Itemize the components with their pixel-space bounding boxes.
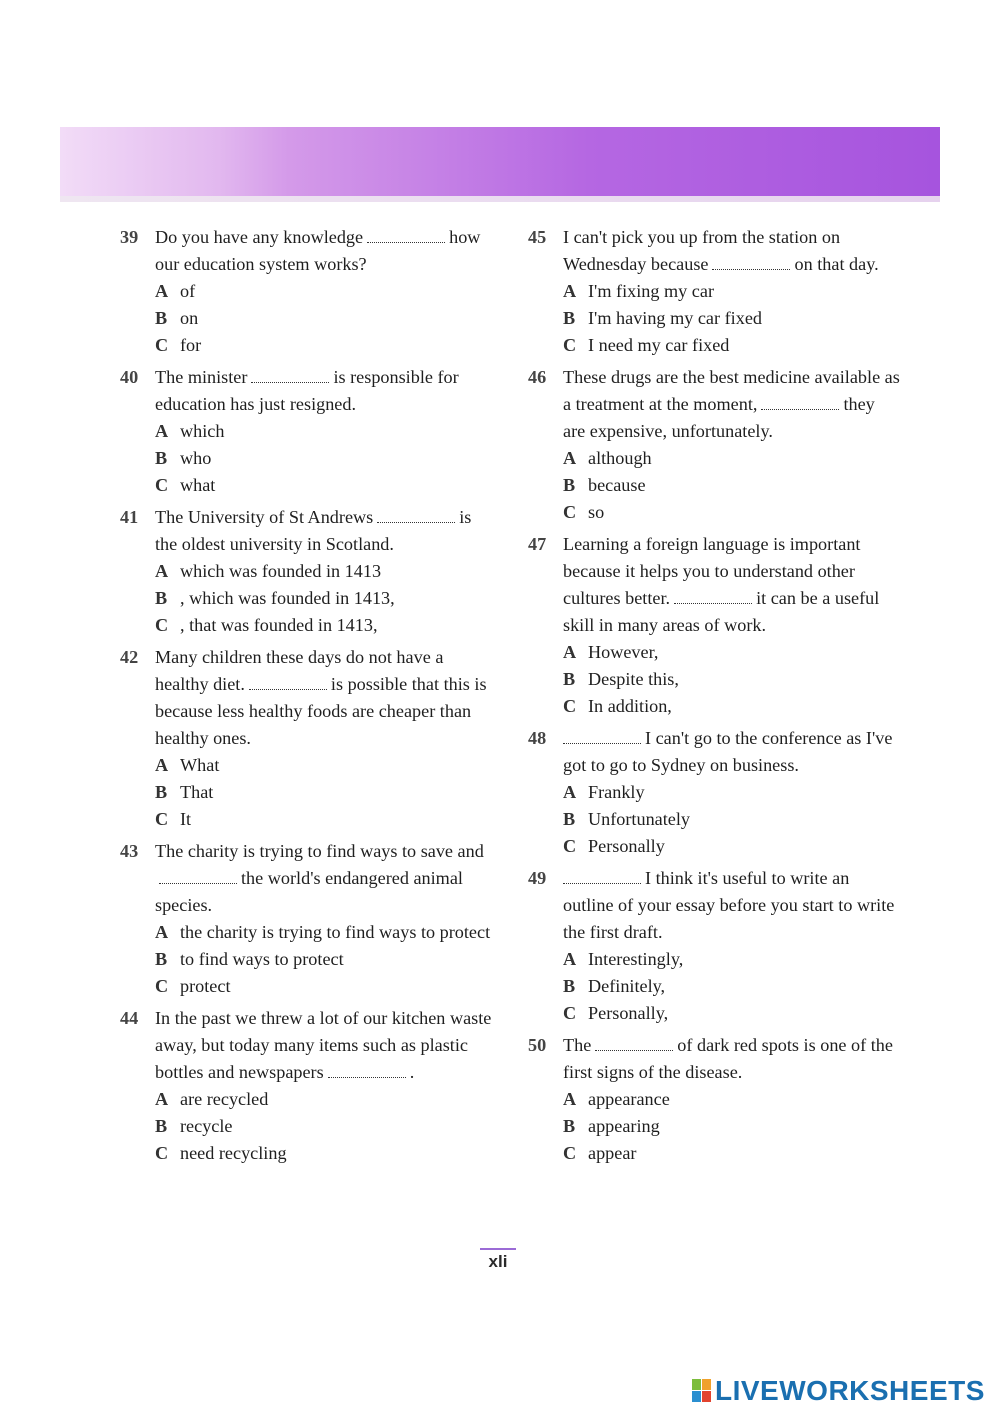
question-number: 39 [120,227,139,247]
question-number: 43 [120,841,139,861]
page-number: xli [480,1248,516,1272]
answer-blank[interactable] [328,1063,406,1078]
option-c[interactable]: C for [155,335,202,355]
liveworksheets-logo[interactable] [692,1376,985,1406]
option-c[interactable]: C protect [155,976,231,996]
option-a[interactable]: A the charity is trying to find ways to protect [155,922,491,942]
option-c[interactable]: C so [563,502,605,522]
question-stem: I think it's useful to write an outline of your essay before you start to write the first draft. [563,868,895,942]
option-c[interactable]: C It [155,809,192,829]
option-b[interactable]: B appearing [563,1116,660,1136]
answer-blank[interactable] [159,869,237,884]
question-stem: Do you have any knowledge how our education system works? [155,227,481,274]
option-b[interactable]: B who [155,448,212,468]
answer-blank[interactable] [712,255,790,270]
option-a[interactable]: A I'm fixing my car [563,281,715,301]
question-stem: The University of St Andrews is the oldest university in Scotland. [155,507,472,554]
option-c[interactable]: C , that was founded in 1413, [155,615,378,635]
option-b[interactable]: B to find ways to protect [155,949,344,969]
header-banner-edge [60,196,940,202]
question-42 [112,644,492,833]
logo-square [692,1379,701,1390]
option-b[interactable]: B because [563,475,646,495]
logo-square [692,1391,701,1402]
option-b[interactable]: B , which was founded in 1413, [155,588,395,608]
question-number: 46 [528,367,547,387]
option-c[interactable]: C need recycling [155,1143,287,1163]
question-47 [520,531,900,720]
question-40 [112,364,492,499]
question-49 [520,865,900,1027]
answer-blank[interactable] [563,729,641,744]
liveworksheets-icon [692,1379,712,1403]
option-a[interactable]: A Frankly [563,782,645,802]
question-41 [112,504,492,639]
left-column [112,224,492,1172]
option-a[interactable]: A which was founded in 1413 [155,561,382,581]
question-43 [112,838,492,1000]
question-stem: The charity is trying to find ways to save andthe world's endangered animal species. [155,841,484,915]
option-b[interactable]: B Definitely, [563,976,666,996]
right-column [520,224,900,1172]
option-c[interactable]: C what [155,475,216,495]
question-46 [520,364,900,526]
answer-blank[interactable] [563,869,641,884]
question-44 [112,1005,492,1167]
option-c[interactable]: C I need my car fixed [563,335,730,355]
option-a[interactable]: A What [155,755,220,775]
answer-blank[interactable] [761,395,839,410]
question-stem: The minister is responsible for education has just resigned. [155,367,459,414]
question-stem: The of dark red spots is one of the first signs of the disease. [563,1035,893,1082]
question-number: 40 [120,367,139,387]
answer-blank[interactable] [251,368,329,383]
option-b[interactable]: B That [155,782,214,802]
question-number: 45 [528,227,547,247]
option-a[interactable]: A Interestingly, [563,949,684,969]
answer-blank[interactable] [367,228,445,243]
answer-blank[interactable] [595,1036,673,1051]
option-c[interactable]: C Personally, [563,1003,669,1023]
logo-square [702,1391,711,1402]
option-b[interactable]: B on [155,308,199,328]
question-stem: In the past we threw a lot of our kitchen waste away, but today many items such as plastic bottles and newspapers . [155,1008,492,1082]
question-45 [520,224,900,359]
option-c[interactable]: C appear [563,1143,637,1163]
header-banner [60,127,940,197]
brand-name: LIVEWORKSHEETS [715,1375,985,1406]
option-c[interactable]: C Personally [563,836,665,856]
question-stem: Many children these days do not have a healthy diet. is possible that this is because less healthy foods are cheaper than healthy ones. [155,647,487,748]
option-a[interactable]: A However, [563,642,659,662]
question-number: 49 [528,868,547,888]
option-a[interactable]: A of [155,281,196,301]
question-48 [520,725,900,860]
question-number: 44 [120,1008,139,1028]
option-b[interactable]: B recycle [155,1116,233,1136]
question-stem: These drugs are the best medicine available as a treatment at the moment, they are expensive, unfortunately. [563,367,900,441]
answer-blank[interactable] [377,508,455,523]
question-stem: I can't pick you up from the station on Wednesday because on that day. [563,227,879,274]
option-a[interactable]: A which [155,421,225,441]
answer-blank[interactable] [249,675,327,690]
answer-blank[interactable] [674,589,752,604]
question-stem: I can't go to the conference as I've got to go to Sydney on business. [563,728,893,775]
question-number: 50 [528,1035,547,1055]
question-number: 42 [120,647,139,667]
question-50 [520,1032,900,1167]
option-b[interactable]: B Despite this, [563,669,679,689]
option-a[interactable]: A are recycled [155,1089,269,1109]
question-39 [112,224,492,359]
option-c[interactable]: C In addition, [563,696,672,716]
option-b[interactable]: B Unfortunately [563,809,691,829]
question-number: 47 [528,534,547,554]
option-a[interactable]: A although [563,448,652,468]
option-b[interactable]: B I'm having my car fixed [563,308,762,328]
question-number: 41 [120,507,139,527]
option-a[interactable]: A appearance [563,1089,670,1109]
logo-square [702,1379,711,1390]
question-number: 48 [528,728,547,748]
question-stem: Learning a foreign language is important because it helps you to understand other cultures better. it can be a useful skill in many areas of work. [563,534,880,635]
